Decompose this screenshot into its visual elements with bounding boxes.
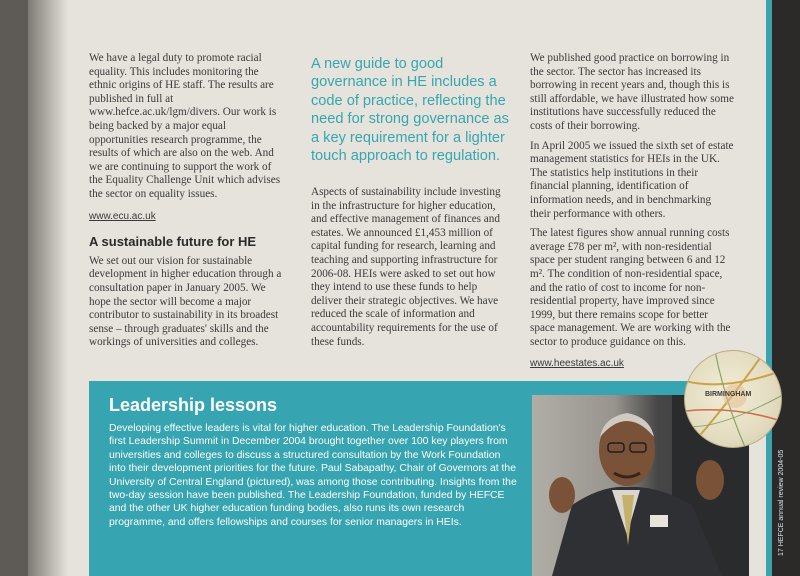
ecu-link[interactable]: www.ecu.ac.uk <box>89 210 156 222</box>
page <box>28 0 772 576</box>
leadership-panel <box>89 381 752 576</box>
sustainable-future-heading: A sustainable future for HE <box>89 234 257 250</box>
running-costs-paragraph: The latest figures show annual running costs average £78 per m², with non-residential space per student ranging between 6 and 12 m². The condition of non-residential space, and the ratio of cost to income for non-residential property, have improved since 1999, but there remains scope for better space management. We are working with the sector to produce guidance on this. <box>530 227 731 348</box>
sustainability-paragraph: We set out our vision for sustainable development in higher education through a consultation paper in January 2005. We hope the sector will become a major contributor to sustainability in its broadest sense – through graduates' skills and the workings of universities and colleges. <box>89 254 282 349</box>
estate-statistics-paragraph: In April 2005 we issued the sixth set of estate management statistics for HEIs in the UK. The statistics help institutions in their financial planning, identification of information needs, and in benchmarking their performance with others. <box>530 139 734 220</box>
borrowing-paragraph: We published good practice on borrowing in the sector. The sector has increased its borrowing in recent years and, though this is still affordable, we have illustrated how some institutions have successfully reduced the costs of their borrowing. <box>530 52 734 132</box>
binding-shadow <box>28 0 68 576</box>
map-roundel <box>684 350 782 448</box>
infrastructure-paragraph: Aspects of sustainability include investing in the infrastructure for higher education, and effective management of finances and estates. We announced £1,453 million of capital funding for research, learning and teaching and supporting infrastructure for 2006-08. HEIs were asked to set out how they intend to use these funds to help deliver their strategic objectives. We have reduced the scale of information and accountability requirements for the use of these funds. <box>311 186 501 348</box>
column-2 <box>311 186 507 355</box>
column-1 <box>89 52 285 356</box>
leadership-title: Leadership lessons <box>109 395 278 415</box>
pull-quote: A new guide to good governance in HE includes a code of practice, reflecting the need for strong governance as a key requirement for a lighter touch approach to regulation. <box>311 56 509 165</box>
binder-edge <box>772 0 800 576</box>
map-city-label: BIRMINGHAM <box>705 391 752 398</box>
page-footer <box>778 540 785 556</box>
equality-paragraph: We have a legal duty to promote racial equality. This includes monitoring the ethnic origins of HE staff. The results are published in full at www.hefce.ac.uk/lgm/divers. Our work is being backed by a major equal opportunities research programme, the results of which are also on the web. And we are continuing to support the work of the Equality Challenge Unit which advises the sector on equality issues. <box>89 52 281 200</box>
map-roads <box>685 351 781 447</box>
column-3 <box>530 52 734 383</box>
leadership-text: Developing effective leaders is vital for higher education. The Leadership Foundation's first Leadership Summit in December 2004 brought together over 100 key players from universities and colleges to discuss a structured consultation by the Work Foundation into their development priorities for the future. Paul Sabapathy, Chair of Governors at the University of Central England (pictured), was among those contributing. Insights from the two-day session have been published. The Leadership Foundation, funded by HEFCE and the other UK higher education funding bodies, also runs its own research programme, and offers fellowships and courses for senior managers in HEIs. <box>109 423 517 528</box>
heestates-link[interactable]: www.heestates.ac.uk <box>530 358 624 370</box>
